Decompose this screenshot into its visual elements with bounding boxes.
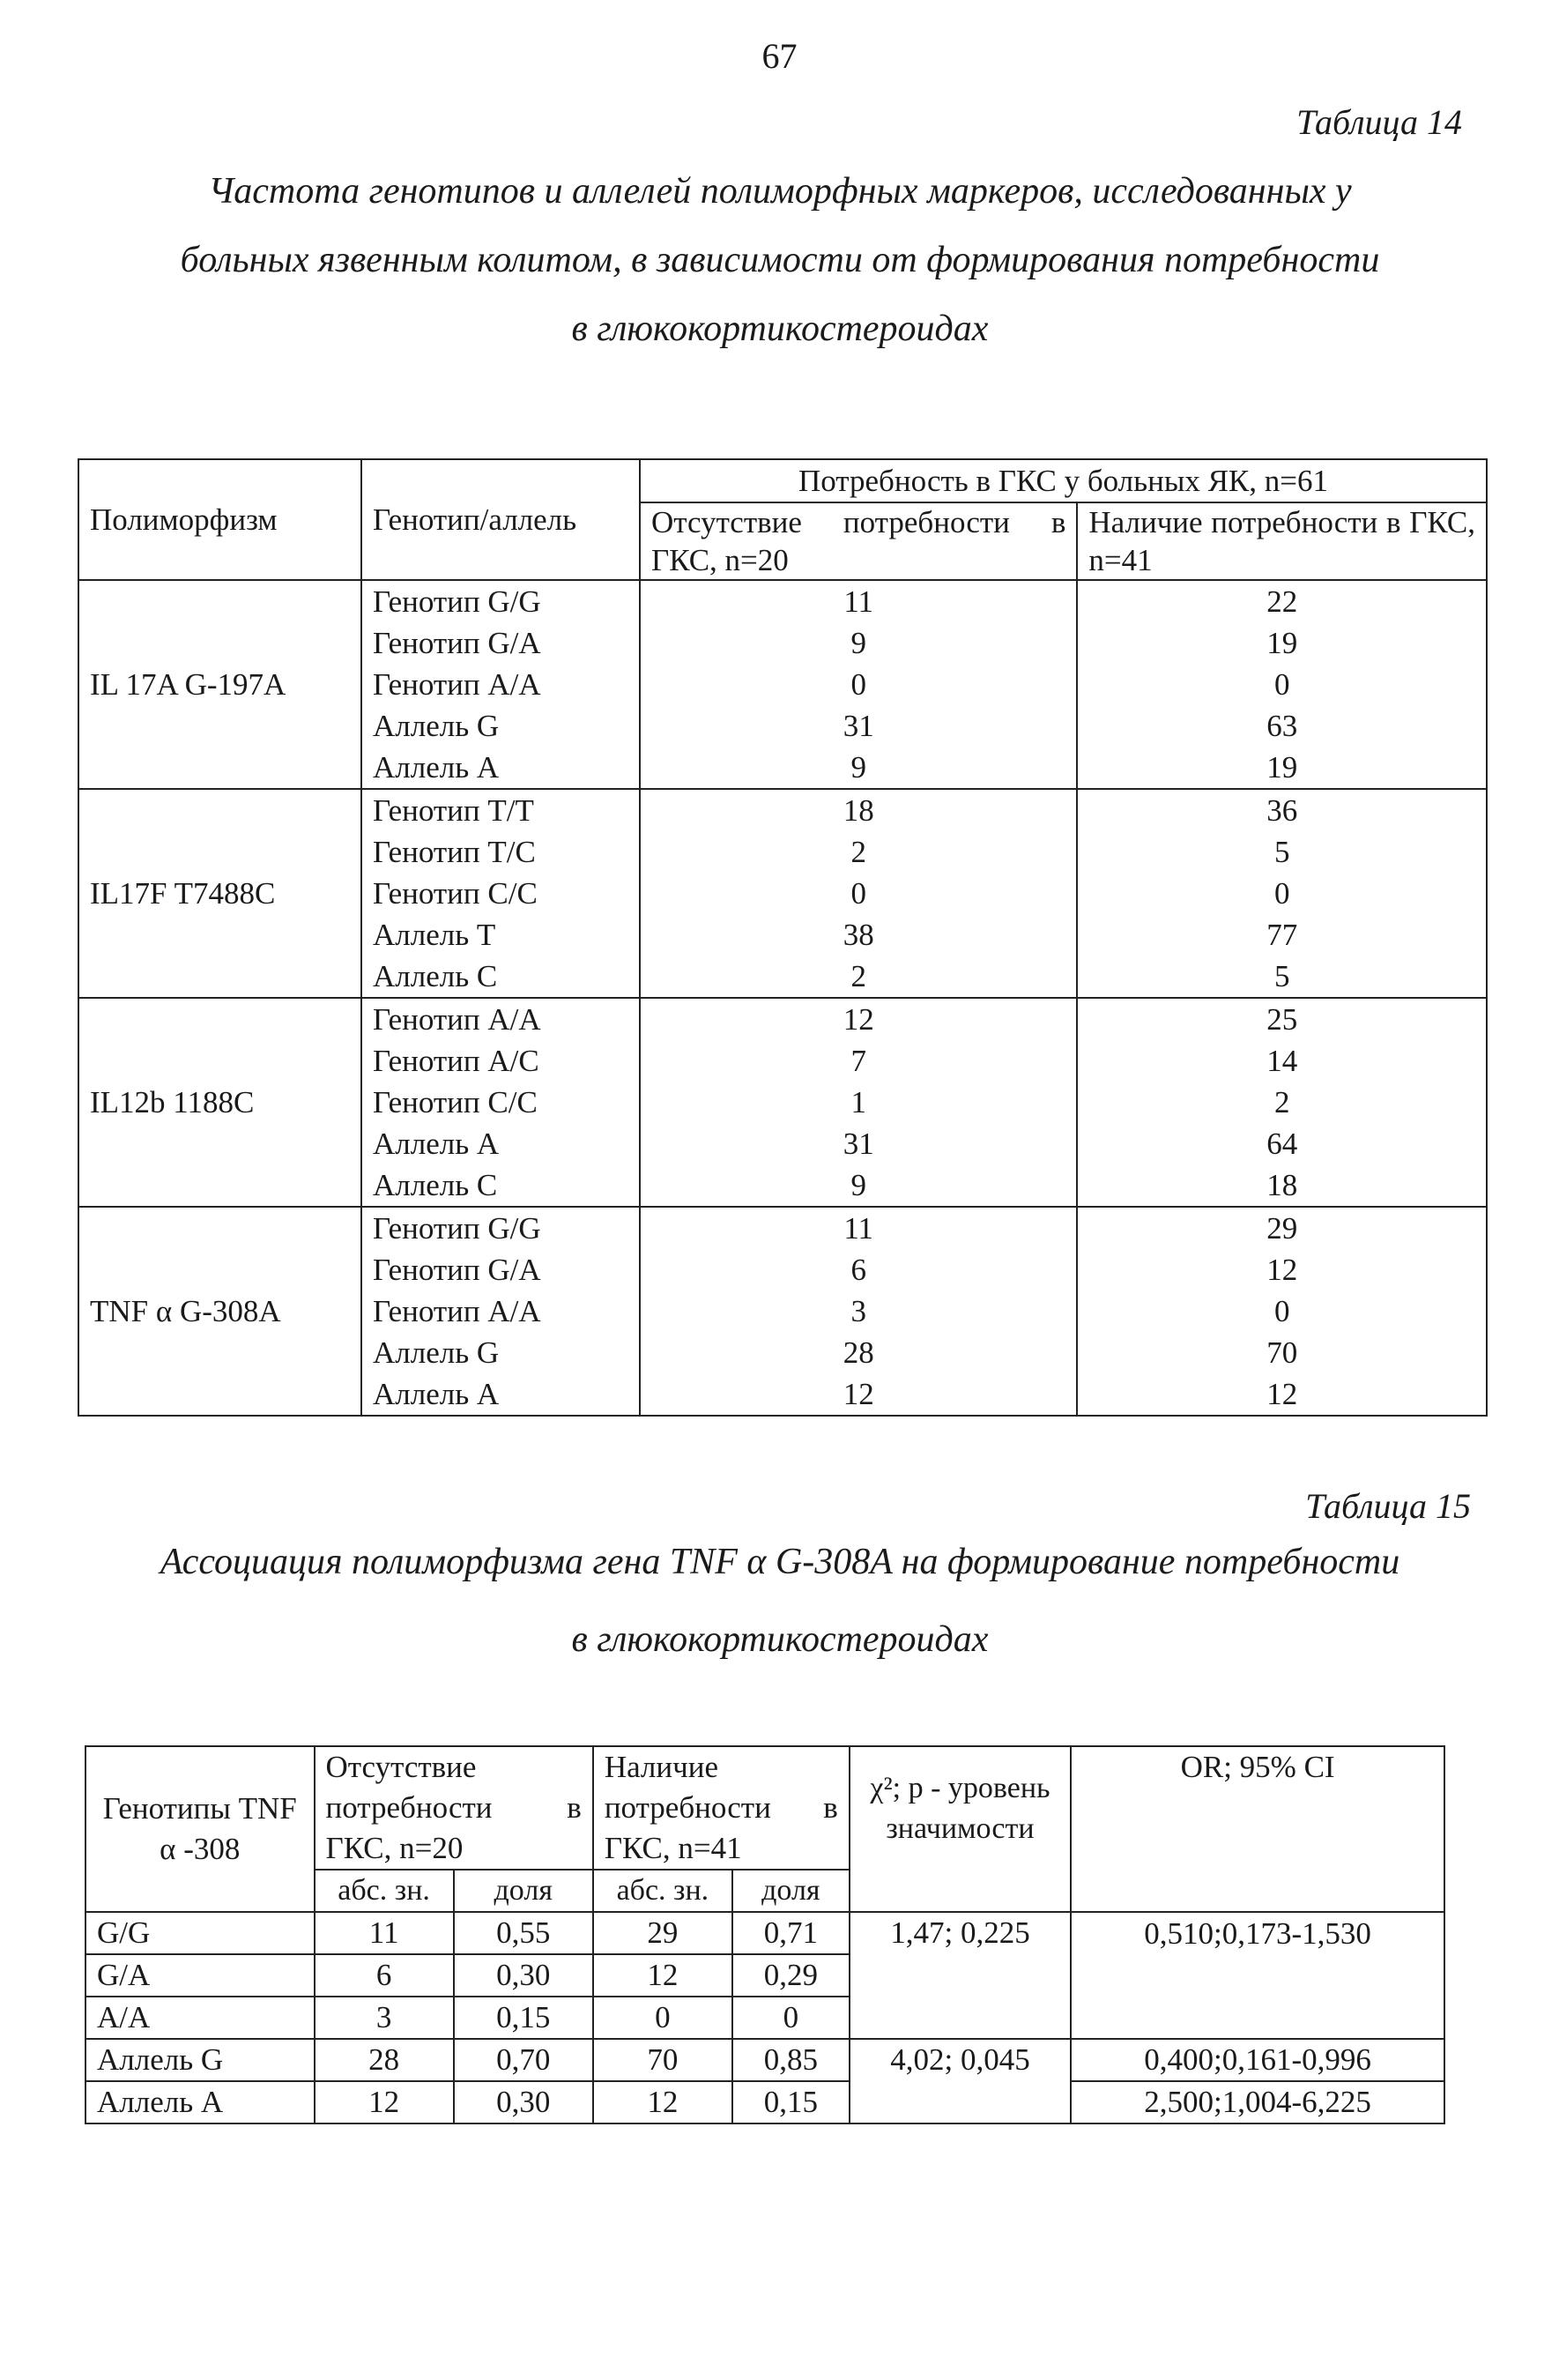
polymorphism-name: IL 17A G-197A (78, 580, 361, 789)
cell-chi2-genotype: 1,47; 0,225 (850, 1912, 1071, 2039)
cell-abs-present: 0 (593, 1997, 732, 2039)
row-label: Аллель A (85, 2081, 315, 2123)
value-present: 29 (1077, 1207, 1487, 1249)
table-row (78, 998, 1487, 1040)
value-absent: 11 (640, 1207, 1077, 1249)
genotype-allele-label: Генотип T/T (361, 789, 640, 831)
genotype-allele-label: Аллель T (361, 914, 640, 956)
table-14-caption (106, 157, 1454, 363)
cell-share-absent: 0,55 (454, 1912, 593, 1954)
caption-line: в глюкокортикостероидах (571, 309, 989, 349)
value-absent: 11 (640, 580, 1077, 622)
genotype-allele-label: Генотип A/A (361, 1290, 640, 1332)
table-row (85, 1954, 1444, 1997)
row-label: A/A (85, 1997, 315, 2039)
row-label: G/G (85, 1912, 315, 1954)
header-present: Наличие потребности в ГКС, n=41 (1077, 502, 1487, 580)
genotype-allele-label: Аллель A (361, 747, 640, 789)
value-present: 2 (1077, 1082, 1487, 1123)
genotype-allele-label: Аллель C (361, 956, 640, 998)
caption-line: Частота генотипов и аллелей полиморфных маркеров, исследованных у (208, 171, 1352, 212)
value-present: 19 (1077, 747, 1487, 789)
value-present: 36 (1077, 789, 1487, 831)
header-genotype-allele: Генотип/аллель (361, 459, 640, 580)
cell-share-absent: 0,70 (454, 2039, 593, 2081)
polymorphism-name: TNF α G-308A (78, 1207, 361, 1416)
genotype-allele-label: Генотип A/C (361, 1040, 640, 1082)
row-label: Аллель G (85, 2039, 315, 2081)
value-absent: 18 (640, 789, 1077, 831)
caption-line: в глюкокортикостероидах (571, 1619, 989, 1660)
caption-line: Ассоциация полиморфизма гена TNF α G-308A на формирование потребности (160, 1542, 1400, 1582)
polymorphism-name: IL17F T7488C (78, 789, 361, 998)
genotype-allele-label: Аллель C (361, 1164, 640, 1207)
header-or-ci: OR; 95% CI (1071, 1746, 1444, 1870)
table-row (85, 1997, 1444, 2039)
value-present: 14 (1077, 1040, 1487, 1082)
value-absent: 9 (640, 747, 1077, 789)
value-absent: 2 (640, 831, 1077, 873)
genotype-allele-label: Генотип G/G (361, 580, 640, 622)
header-share: доля (732, 1870, 850, 1912)
value-present: 22 (1077, 580, 1487, 622)
table-header-row (85, 1746, 1444, 1870)
cell-share-absent: 0,15 (454, 1997, 593, 2039)
header-polymorphism: Полиморфизм (78, 459, 361, 580)
genotype-allele-label: Аллель A (361, 1373, 640, 1416)
value-absent: 7 (640, 1040, 1077, 1082)
value-present: 0 (1077, 1290, 1487, 1332)
table-row (85, 1912, 1444, 1954)
genotype-allele-label: Аллель G (361, 1332, 640, 1373)
cell-share-present: 0 (732, 1997, 850, 2039)
value-absent: 28 (640, 1332, 1077, 1373)
cell-or-empty (1071, 1954, 1444, 1997)
header-abs: абс. зн. (315, 1870, 454, 1912)
value-absent: 31 (640, 705, 1077, 747)
genotype-allele-label: Генотип A/A (361, 664, 640, 705)
cell-share-present: 0,29 (732, 1954, 850, 1997)
genotype-allele-label: Генотип A/A (361, 998, 640, 1040)
cell-abs-present: 12 (593, 2081, 732, 2123)
value-present: 0 (1077, 664, 1487, 705)
value-present: 63 (1077, 705, 1487, 747)
genotype-allele-label: Аллель A (361, 1123, 640, 1164)
table-header-row (78, 459, 1487, 502)
cell-abs-absent: 12 (315, 2081, 454, 2123)
cell-share-present: 0,15 (732, 2081, 850, 2123)
header-or-ci-cont (1071, 1870, 1444, 1912)
genotype-allele-label: Генотип G/A (361, 1249, 640, 1290)
value-present: 25 (1077, 998, 1487, 1040)
cell-abs-absent: 3 (315, 1997, 454, 2039)
cell-share-present: 0,71 (732, 1912, 850, 1954)
header-abs: абс. зн. (593, 1870, 732, 1912)
value-present: 12 (1077, 1249, 1487, 1290)
header-genotypes: Генотипы TNF α -308 (85, 1746, 315, 1912)
cell-share-present: 0,85 (732, 2039, 850, 2081)
table-14-label: Таблица 14 (1296, 102, 1462, 142)
cell-abs-present: 70 (593, 2039, 732, 2081)
value-absent: 3 (640, 1290, 1077, 1332)
cell-share-absent: 0,30 (454, 1954, 593, 1997)
header-chi2-cont (850, 1870, 1071, 1912)
value-present: 18 (1077, 1164, 1487, 1207)
caption-line: больных язвенным колитом, в зависимости от формирования потребности (180, 240, 1380, 280)
header-group-title: Потребность в ГКС у больных ЯК, n=61 (640, 459, 1487, 502)
value-absent: 6 (640, 1249, 1077, 1290)
value-absent: 0 (640, 873, 1077, 914)
cell-abs-absent: 11 (315, 1912, 454, 1954)
value-present: 0 (1077, 873, 1487, 914)
cell-abs-absent: 6 (315, 1954, 454, 1997)
row-label: G/A (85, 1954, 315, 1997)
header-absent: Отсутствие потребности в ГКС, n=20 (640, 502, 1077, 580)
value-absent: 12 (640, 998, 1077, 1040)
value-absent: 38 (640, 914, 1077, 956)
cell-or-empty (1071, 1997, 1444, 2039)
page-number: 67 (761, 36, 798, 76)
table-row (78, 789, 1487, 831)
polymorphism-name: IL12b 1188C (78, 998, 361, 1207)
header-absent: Отсутствие потребности в ГКС, n=20 (315, 1746, 593, 1870)
value-present: 12 (1077, 1373, 1487, 1416)
table-row (85, 2081, 1444, 2123)
value-present: 5 (1077, 956, 1487, 998)
cell-chi2-allele: 4,02; 0,045 (850, 2039, 1071, 2123)
value-present: 19 (1077, 622, 1487, 664)
value-absent: 9 (640, 1164, 1077, 1207)
header-present: Наличие потребности в ГКС, n=41 (593, 1746, 850, 1870)
cell-abs-present: 29 (593, 1912, 732, 1954)
genotype-allele-label: Генотип T/C (361, 831, 640, 873)
value-absent: 2 (640, 956, 1077, 998)
genotype-allele-label: Генотип C/C (361, 1082, 640, 1123)
genotype-allele-label: Генотип G/A (361, 622, 640, 664)
value-present: 5 (1077, 831, 1487, 873)
genotype-allele-label: Генотип G/G (361, 1207, 640, 1249)
header-share: доля (454, 1870, 593, 1912)
genotype-allele-label: Аллель G (361, 705, 640, 747)
header-chi2: χ²; p - уровень значимости (850, 1746, 1071, 1870)
cell-share-absent: 0,30 (454, 2081, 593, 2123)
genotype-allele-label: Генотип C/C (361, 873, 640, 914)
cell-or-gg: 0,510;0,173-1,530 (1071, 1912, 1444, 1954)
table-15-caption (106, 1523, 1454, 1678)
cell-or-allele-g: 0,400;0,161-0,996 (1071, 2039, 1444, 2081)
value-present: 77 (1077, 914, 1487, 956)
cell-abs-present: 12 (593, 1954, 732, 1997)
value-absent: 12 (640, 1373, 1077, 1416)
value-absent: 0 (640, 664, 1077, 705)
value-absent: 31 (640, 1123, 1077, 1164)
table-row (78, 580, 1487, 622)
table-14-body (78, 580, 1487, 1416)
value-absent: 1 (640, 1082, 1077, 1123)
table-row (78, 1207, 1487, 1249)
table-row (85, 2039, 1444, 2081)
value-present: 70 (1077, 1332, 1487, 1373)
table-15 (85, 1745, 1445, 2124)
value-present: 64 (1077, 1123, 1487, 1164)
table-14 (78, 458, 1488, 1417)
cell-or-allele-a: 2,500;1,004-6,225 (1071, 2081, 1444, 2123)
cell-abs-absent: 28 (315, 2039, 454, 2081)
table-15-label: Таблица 15 (1305, 1486, 1471, 1526)
value-absent: 9 (640, 622, 1077, 664)
